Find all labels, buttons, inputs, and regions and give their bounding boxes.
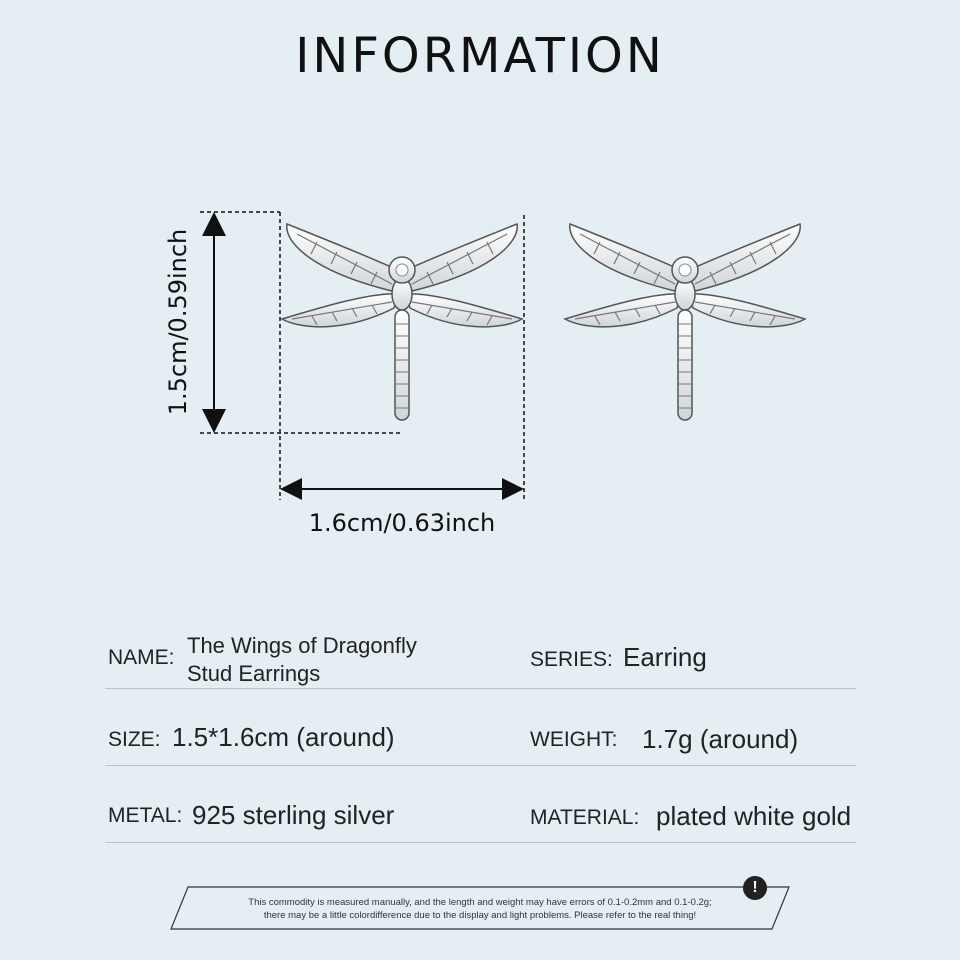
material-value: plated white gold [656,801,852,831]
spec-row-metal-material [105,788,856,843]
weight-label: WEIGHT: [530,728,618,751]
name-value-line2: Stud Earrings [187,661,321,686]
material-label: MATERIAL: [530,806,640,829]
right-earring-image [565,224,805,420]
page-title: INFORMATION [295,28,665,84]
metal-value: 925 sterling silver [192,800,395,830]
spec-row-size-weight [105,710,856,766]
metal-label: METAL: [108,804,183,827]
height-dimension-label: 1.5cm/0.59inch [164,228,192,416]
size-value: 1.5*1.6cm (around) [172,722,395,752]
notice-text [210,896,750,922]
width-dimension-label: 1.6cm/0.63inch [308,509,496,537]
series-label: SERIES: [530,648,613,671]
name-label: NAME: [108,646,175,669]
weight-value: 1.7g (around) [642,724,799,754]
name-value [187,632,447,688]
name-value-line1: The Wings of Dragonfly [187,633,417,658]
exclamation-icon: ! [743,876,767,900]
left-earring-image [282,224,522,420]
series-value: Earring [623,642,707,672]
spec-row-name-series [105,630,856,689]
notice-line1: This commodity is measured manually, and the length and weight may have errors of 0.1-0.2mm and 0.1-0.2g; [248,897,712,908]
disclaimer-notice [170,879,790,930]
notice-line2: there may be a little colordifference due to the display and light problems. Please refer to the real thing! [263,910,697,921]
size-label: SIZE: [108,728,161,751]
